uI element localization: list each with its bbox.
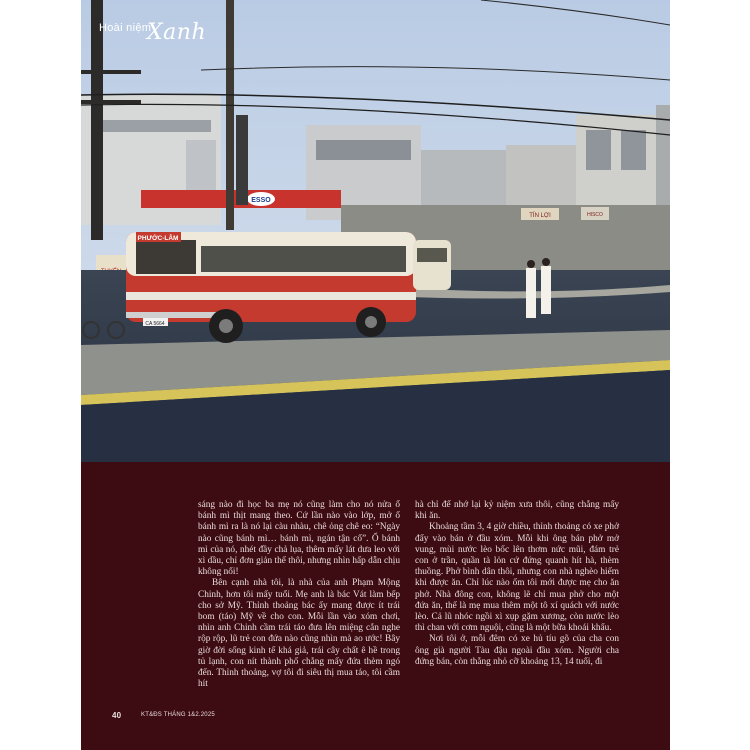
- section-title: Xanh: [147, 20, 207, 45]
- magazine-page: [81, 0, 670, 750]
- paragraph: Khoảng tầm 3, 4 giờ chiều, thỉnh thoảng có xe phở đẩy vào bán ở đầu xóm. Mỗi khi ông bán phở mở vung, mùi nước lèo bốc lên thơm nức mũi, đám trẻ con ở trần, quần tà lỏn cứ đứng quanh hít hà, thèm thuồng. Phở bình dân thôi, nhưng con nhà nghèo hiếm khi được ăn. Chỉ lúc nào ốm tôi mới được mẹ cho ăn phở. Nhà đông con, không lẽ chỉ mua phở cho một đứa ăn, thế là mẹ mua thêm một tô xí quách với nước lèo. Cả lũ nhóc ngồi xì xụp gặm xương, còn nước lèo thì chan với cơm nguội, cũng là một bữa khoái khẩu.: [415, 522, 619, 634]
- paragraph: Nơi tôi ở, mỗi đêm có xe hủ tíu gõ của cha con ông già người Tàu đậu ngoài đầu xóm. Người cha đứng bán, còn thằng nhỏ cỡ khoảng 13, 14 tuổi, đi: [415, 634, 619, 667]
- magazine-issue: KT&ĐS THÁNG 1&2.2025: [141, 712, 215, 718]
- street-photo: [81, 0, 670, 462]
- shop-sign-tinloi: TÍN LỢI: [529, 213, 551, 219]
- text-column-left: [198, 500, 400, 690]
- section-label: Hoài niệm: [99, 22, 152, 34]
- text-column-right: [415, 500, 619, 668]
- bus-destination-sign: PHƯỚC-LÂM: [137, 235, 179, 242]
- paragraph: Bên cạnh nhà tôi, là nhà của anh Phạm Mộng Chinh, hơn tôi mấy tuổi. Mẹ anh là bác Vát làm bếp cho sở Mỹ. Thỉnh thoảng bác ấy mang được ít trái bom (táo) Mỹ về cho con. Mỗi lần vào xóm chơi, nhìn anh Chinh cầm trái táo đưa lên miệng cắn nghe rộp rộp, lũ trẻ con đứa nào cũng nhìn mà ao ước! Bây giờ đời sống kinh tế khá giả, trái cây chất ê hề trong tủ lạnh, con nít thành phố chẳng mấy đứa thèm ngó đến. Thỉnh thoảng, vợ tôi đi siêu thị mua táo, tôi cầm hít: [198, 578, 400, 690]
- bus-plate: CA 5664: [145, 321, 165, 327]
- paragraph: sáng nào đi học ba mẹ nó cũng làm cho nó nửa ổ bánh mì thịt mang theo. Cứ lần nào vào lớp, mở ổ bánh mì ra là nó lại càu nhàu, chê ỏng chê eo: “Ngày nào cũng bánh mì… bánh mì, ngán tận cổ”. Ổ bánh mì của nó, nhét đầy chả lụa, thêm mấy lát dưa leo với xì dầu, chỉ đơn giản thế thôi, nhưng nhìn hấp dẫn chịu không nổi!: [198, 500, 400, 578]
- page-number: 40: [112, 711, 122, 720]
- paragraph: hà chỉ để nhớ lại kỷ niệm xưa thôi, cũng chẳng mấy khi ăn.: [415, 500, 619, 522]
- esso-sign: ESSO: [251, 197, 271, 204]
- section-header: [83, 14, 243, 64]
- shop-sign-hisco: HISCO: [587, 212, 603, 218]
